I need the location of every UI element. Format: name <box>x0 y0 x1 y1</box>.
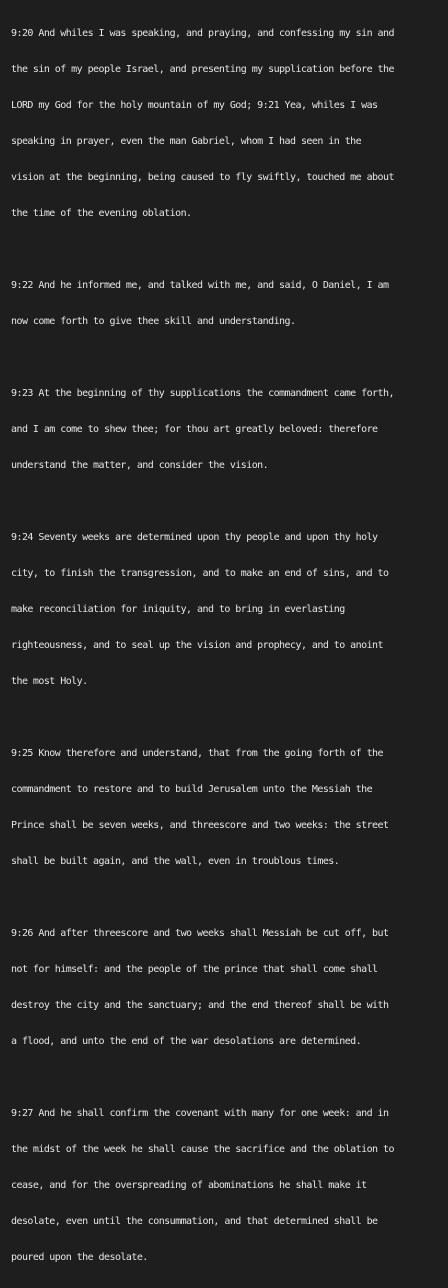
verse-line: understand the matter, and consider the vision. <box>11 460 269 471</box>
verse-9-20 <box>11 4 448 244</box>
verse-line: shall be built again, and the wall, even in troublous times. <box>11 856 340 867</box>
verse-line: 9:26 And after threescore and two weeks shall Messiah be cut off, but <box>11 928 389 939</box>
verse-9-24 <box>11 508 448 712</box>
verse-line: desolate, even until the consummation, and that determined shall be <box>11 1216 378 1227</box>
verse-line: 9:27 And he shall confirm the covenant with many for one week: and in <box>11 1108 389 1119</box>
verse-line: cease, and for the overspreading of abominations he shall make it <box>11 1180 367 1191</box>
verse-line: vision at the beginning, being caused to fly swiftly, touched me about <box>11 172 394 183</box>
verse-line: the midst of the week he shall cause the sacrifice and the oblation to <box>11 1144 394 1155</box>
verse-line: the sin of my people Israel, and presenting my supplication before the <box>11 64 394 75</box>
verse-line: righteousness, and to seal up the vision and prophecy, and to anoint <box>11 640 383 651</box>
verse-line: commandment to restore and to build Jerusalem unto the Messiah the <box>11 784 373 795</box>
verse-line: now come forth to give thee skill and understanding. <box>11 316 296 327</box>
verse-line: Prince shall be seven weeks, and threescore and two weeks: the street <box>11 820 389 831</box>
verse-line: speaking in prayer, even the man Gabriel, whom I had seen in the <box>11 136 362 147</box>
verse-line: 9:23 At the beginning of thy supplications the commandment came forth, <box>11 388 394 399</box>
verse-line: LORD my God for the holy mountain of my God; 9:21 Yea, whiles I was <box>11 100 378 111</box>
verse-9-23 <box>11 364 448 496</box>
verse-line: the time of the evening oblation. <box>11 208 192 219</box>
verse-line: 9:20 And whiles I was speaking, and praying, and confessing my sin and <box>11 28 394 39</box>
verse-line: destroy the city and the sanctuary; and the end thereof shall be with <box>11 1000 389 1011</box>
verse-9-26 <box>11 904 448 1072</box>
verse-line: city, to finish the transgression, and to make an end of sins, and to <box>11 568 389 579</box>
verse-line: make reconciliation for iniquity, and to bring in everlasting <box>11 604 345 615</box>
verse-line: 9:25 Know therefore and understand, that from the going forth of the <box>11 748 383 759</box>
verse-line: poured upon the desolate. <box>11 1252 148 1263</box>
verse-9-25 <box>11 724 448 892</box>
verse-9-22 <box>11 256 448 352</box>
verse-line: 9:22 And he informed me, and talked with me, and said, O Daniel, I am <box>11 280 389 291</box>
verse-line: 9:24 Seventy weeks are determined upon thy people and upon thy holy <box>11 532 378 543</box>
verse-line: and I am come to shew thee; for thou art greatly beloved: therefore <box>11 424 378 435</box>
verse-line: a flood, and unto the end of the war desolations are determined. <box>11 1036 362 1047</box>
verse-9-27 <box>11 1084 448 1288</box>
verse-line: the most Holy. <box>11 676 88 687</box>
verse-line: not for himself: and the people of the prince that shall come shall <box>11 964 378 975</box>
